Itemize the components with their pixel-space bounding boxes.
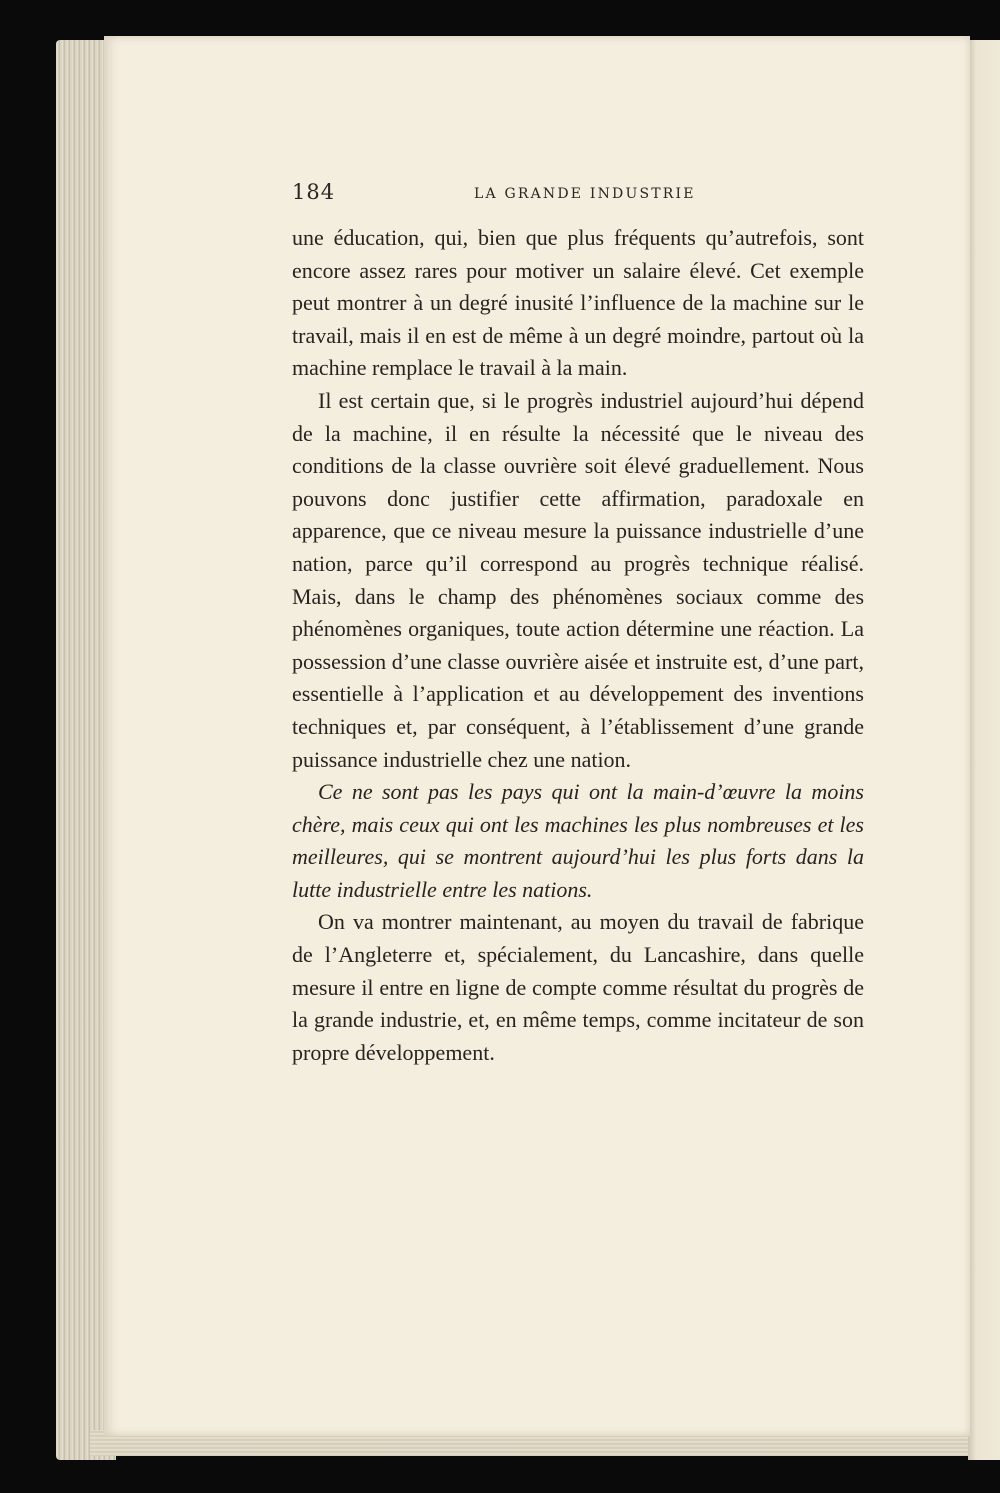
paragraph-1: une éducation, qui, bien que plus fréquents qu’autrefois, sont encore assez rares pour motiver un salaire élevé. Cet exemple peut montrer à un degré inusité l’influence de la machine sur le travail, mais il en est de même à un degré moindre, partout où la machine remplace le travail à la main. — [292, 225, 864, 381]
paragraph-4: On va montrer maintenant, au moyen du travail de fabrique de l’Angleterre et, spécialement, du Lancashire, dans quelle mesure il entre en ligne de compte comme résultat du progrès de la grande industrie, et, en même temps, comme incitateur de son propre développement. — [292, 909, 864, 1065]
paragraph-2: Il est certain que, si le progrès industriel aujourd’hui dépend de la machine, il en résulte la nécessité que le niveau des conditions de la classe ouvrière soit élevé graduellement. Nous pouvons donc justifier cette affirmation, paradoxale en apparence, que ce niveau mesure la puissance industrielle d’une nation, parce qu’il correspond au progrès technique réalisé. Mais, dans le champ des phénomènes sociaux comme des phénomènes organiques, toute action détermine une réaction. La possession d’une classe ouvrière aisée et instruite est, d’une part, essentielle à l’application et au développement des inventions techniques et, par conséquent, à l’établissement d’une grande puissance industrielle chez une nation. — [292, 387, 864, 772]
running-title: LA GRANDE INDUSTRIE — [474, 186, 696, 202]
facing-page-edge — [968, 40, 1000, 1460]
page-number: 184 — [292, 180, 336, 204]
running-head — [292, 180, 864, 210]
paragraph-3-italic: Ce ne sont pas les pays qui ont la main-d’œuvre la moins chère, mais ceux qui ont les machines les plus nombreuses et les meilleures, qui se montrent aujourd’hui les plus forts dans la lutte industrielle entre les nations. — [292, 779, 864, 902]
body-text — [292, 222, 864, 1069]
